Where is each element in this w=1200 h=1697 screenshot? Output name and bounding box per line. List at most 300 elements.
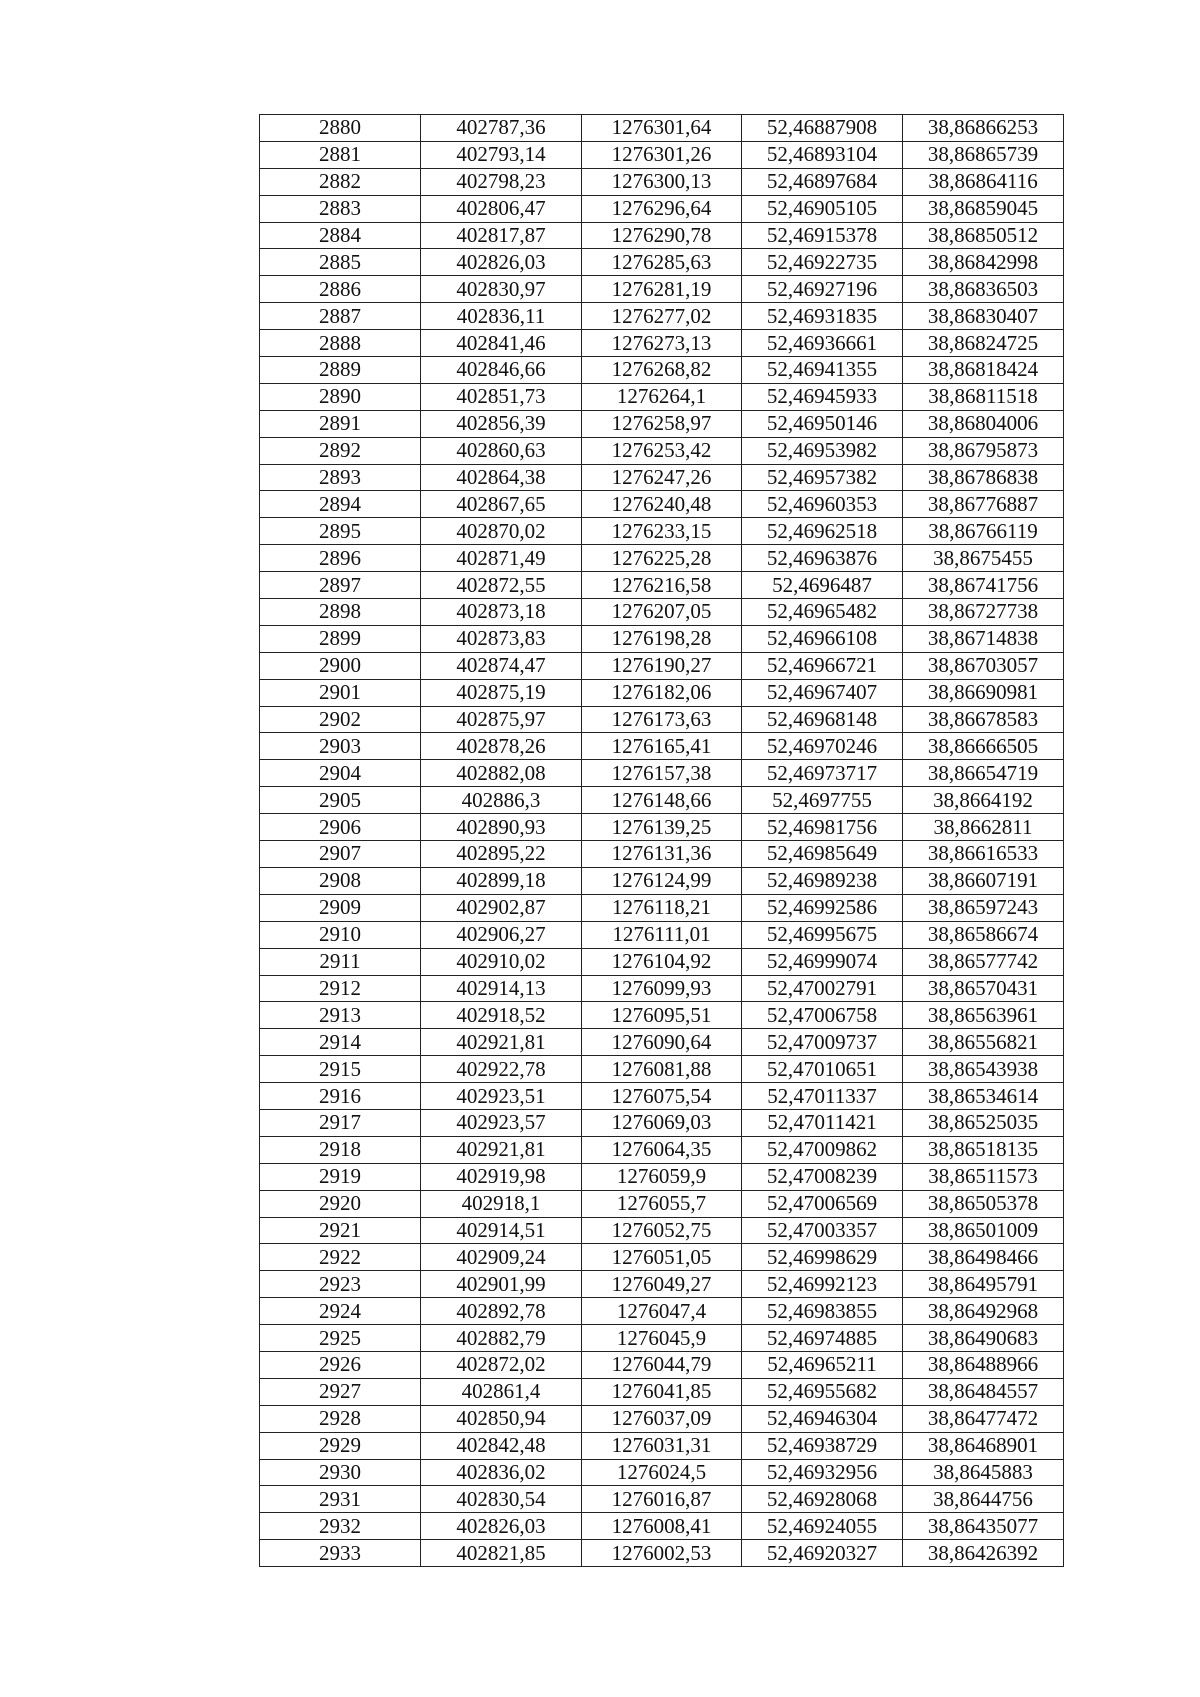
coordinates-table [259,114,1064,1567]
y-coordinate-cell: 1276216,58 [582,572,742,599]
longitude-cell: 38,86850512 [903,222,1064,249]
longitude-cell: 38,86795873 [903,437,1064,464]
latitude-cell: 52,46965482 [742,599,903,626]
latitude-cell: 52,46893104 [742,141,903,168]
point-number-cell: 2922 [260,1244,421,1271]
latitude-cell: 52,46928068 [742,1486,903,1513]
x-coordinate-cell: 402914,51 [421,1217,582,1244]
table-row [260,787,1064,814]
latitude-cell: 52,46905105 [742,195,903,222]
x-coordinate-cell: 402882,79 [421,1325,582,1352]
latitude-cell: 52,47011337 [742,1083,903,1110]
latitude-cell: 52,46950146 [742,410,903,437]
point-number-cell: 2933 [260,1540,421,1567]
point-number-cell: 2889 [260,357,421,384]
latitude-cell: 52,46887908 [742,115,903,142]
x-coordinate-cell: 402798,23 [421,168,582,195]
x-coordinate-cell: 402918,1 [421,1190,582,1217]
table-row [260,1136,1064,1163]
point-number-cell: 2881 [260,141,421,168]
x-coordinate-cell: 402873,83 [421,625,582,652]
y-coordinate-cell: 1276301,26 [582,141,742,168]
table-row [260,625,1064,652]
table-row [260,249,1064,276]
y-coordinate-cell: 1276002,53 [582,1540,742,1567]
longitude-cell: 38,86654719 [903,760,1064,787]
point-number-cell: 2886 [260,276,421,303]
y-coordinate-cell: 1276118,21 [582,894,742,921]
longitude-cell: 38,86563961 [903,1002,1064,1029]
x-coordinate-cell: 402851,73 [421,383,582,410]
longitude-cell: 38,86484557 [903,1378,1064,1405]
table-row [260,464,1064,491]
latitude-cell: 52,46973717 [742,760,903,787]
point-number-cell: 2902 [260,706,421,733]
longitude-cell: 38,86498466 [903,1244,1064,1271]
table-row [260,1083,1064,1110]
y-coordinate-cell: 1276045,9 [582,1325,742,1352]
longitude-cell: 38,8662811 [903,814,1064,841]
longitude-cell: 38,86505378 [903,1190,1064,1217]
longitude-cell: 38,86836503 [903,276,1064,303]
latitude-cell: 52,46945933 [742,383,903,410]
latitude-cell: 52,46897684 [742,168,903,195]
latitude-cell: 52,46963876 [742,545,903,572]
longitude-cell: 38,86804006 [903,410,1064,437]
point-number-cell: 2900 [260,652,421,679]
y-coordinate-cell: 1276052,75 [582,1217,742,1244]
x-coordinate-cell: 402860,63 [421,437,582,464]
y-coordinate-cell: 1276069,03 [582,1109,742,1136]
longitude-cell: 38,86488966 [903,1351,1064,1378]
x-coordinate-cell: 402875,97 [421,706,582,733]
point-number-cell: 2912 [260,975,421,1002]
y-coordinate-cell: 1276041,85 [582,1378,742,1405]
longitude-cell: 38,86511573 [903,1163,1064,1190]
longitude-cell: 38,86426392 [903,1540,1064,1567]
latitude-cell: 52,46960353 [742,491,903,518]
x-coordinate-cell: 402872,55 [421,572,582,599]
longitude-cell: 38,86866253 [903,115,1064,142]
x-coordinate-cell: 402850,94 [421,1405,582,1432]
x-coordinate-cell: 402836,02 [421,1459,582,1486]
y-coordinate-cell: 1276296,64 [582,195,742,222]
x-coordinate-cell: 402870,02 [421,518,582,545]
table-row [260,1271,1064,1298]
point-number-cell: 2903 [260,733,421,760]
longitude-cell: 38,86727738 [903,599,1064,626]
longitude-cell: 38,8664192 [903,787,1064,814]
y-coordinate-cell: 1276049,27 [582,1271,742,1298]
longitude-cell: 38,86714838 [903,625,1064,652]
longitude-cell: 38,86597243 [903,894,1064,921]
point-number-cell: 2916 [260,1083,421,1110]
y-coordinate-cell: 1276037,09 [582,1405,742,1432]
y-coordinate-cell: 1276148,66 [582,787,742,814]
latitude-cell: 52,46992586 [742,894,903,921]
longitude-cell: 38,86824725 [903,330,1064,357]
y-coordinate-cell: 1276031,31 [582,1432,742,1459]
x-coordinate-cell: 402902,87 [421,894,582,921]
x-coordinate-cell: 402817,87 [421,222,582,249]
x-coordinate-cell: 402864,38 [421,464,582,491]
x-coordinate-cell: 402923,57 [421,1109,582,1136]
point-number-cell: 2913 [260,1002,421,1029]
y-coordinate-cell: 1276240,48 [582,491,742,518]
latitude-cell: 52,46927196 [742,276,903,303]
y-coordinate-cell: 1276198,28 [582,625,742,652]
longitude-cell: 38,86477472 [903,1405,1064,1432]
x-coordinate-cell: 402846,66 [421,357,582,384]
point-number-cell: 2915 [260,1056,421,1083]
y-coordinate-cell: 1276301,64 [582,115,742,142]
x-coordinate-cell: 402793,14 [421,141,582,168]
x-coordinate-cell: 402914,13 [421,975,582,1002]
point-number-cell: 2926 [260,1351,421,1378]
latitude-cell: 52,46931835 [742,303,903,330]
x-coordinate-cell: 402882,08 [421,760,582,787]
latitude-cell: 52,46985649 [742,841,903,868]
table-row [260,760,1064,787]
longitude-cell: 38,86435077 [903,1513,1064,1540]
point-number-cell: 2899 [260,625,421,652]
y-coordinate-cell: 1276024,5 [582,1459,742,1486]
table-row [260,222,1064,249]
x-coordinate-cell: 402842,48 [421,1432,582,1459]
point-number-cell: 2884 [260,222,421,249]
longitude-cell: 38,86865739 [903,141,1064,168]
latitude-cell: 52,46966721 [742,652,903,679]
point-number-cell: 2905 [260,787,421,814]
point-number-cell: 2924 [260,1298,421,1325]
table-row [260,867,1064,894]
latitude-cell: 52,46965211 [742,1351,903,1378]
x-coordinate-cell: 402872,02 [421,1351,582,1378]
point-number-cell: 2906 [260,814,421,841]
x-coordinate-cell: 402861,4 [421,1378,582,1405]
table-row [260,1056,1064,1083]
x-coordinate-cell: 402886,3 [421,787,582,814]
longitude-cell: 38,86864116 [903,168,1064,195]
latitude-cell: 52,47003357 [742,1217,903,1244]
x-coordinate-cell: 402821,85 [421,1540,582,1567]
y-coordinate-cell: 1276233,15 [582,518,742,545]
point-number-cell: 2896 [260,545,421,572]
latitude-cell: 52,46936661 [742,330,903,357]
longitude-cell: 38,86518135 [903,1136,1064,1163]
table-row [260,1405,1064,1432]
table-row [260,948,1064,975]
latitude-cell: 52,47010651 [742,1056,903,1083]
y-coordinate-cell: 1276173,63 [582,706,742,733]
longitude-cell: 38,86490683 [903,1325,1064,1352]
longitude-cell: 38,86666505 [903,733,1064,760]
y-coordinate-cell: 1276281,19 [582,276,742,303]
point-number-cell: 2894 [260,491,421,518]
table-row [260,841,1064,868]
table-row [260,518,1064,545]
longitude-cell: 38,86786838 [903,464,1064,491]
x-coordinate-cell: 402873,18 [421,599,582,626]
point-number-cell: 2920 [260,1190,421,1217]
longitude-cell: 38,8644756 [903,1486,1064,1513]
longitude-cell: 38,86543938 [903,1056,1064,1083]
y-coordinate-cell: 1276258,97 [582,410,742,437]
y-coordinate-cell: 1276157,38 [582,760,742,787]
longitude-cell: 38,86616533 [903,841,1064,868]
x-coordinate-cell: 402906,27 [421,921,582,948]
x-coordinate-cell: 402867,65 [421,491,582,518]
table-row [260,276,1064,303]
x-coordinate-cell: 402874,47 [421,652,582,679]
longitude-cell: 38,86534614 [903,1083,1064,1110]
table-row [260,1244,1064,1271]
x-coordinate-cell: 402836,11 [421,303,582,330]
latitude-cell: 52,46995675 [742,921,903,948]
point-number-cell: 2914 [260,1029,421,1056]
latitude-cell: 52,46920327 [742,1540,903,1567]
longitude-cell: 38,86859045 [903,195,1064,222]
point-number-cell: 2909 [260,894,421,921]
table-row [260,894,1064,921]
x-coordinate-cell: 402919,98 [421,1163,582,1190]
y-coordinate-cell: 1276182,06 [582,679,742,706]
longitude-cell: 38,86766119 [903,518,1064,545]
y-coordinate-cell: 1276277,02 [582,303,742,330]
latitude-cell: 52,46970246 [742,733,903,760]
table-row [260,733,1064,760]
x-coordinate-cell: 402856,39 [421,410,582,437]
table-row [260,706,1064,733]
longitude-cell: 38,86811518 [903,383,1064,410]
latitude-cell: 52,46915378 [742,222,903,249]
point-number-cell: 2883 [260,195,421,222]
point-number-cell: 2892 [260,437,421,464]
x-coordinate-cell: 402910,02 [421,948,582,975]
latitude-cell: 52,47008239 [742,1163,903,1190]
x-coordinate-cell: 402901,99 [421,1271,582,1298]
latitude-cell: 52,46968148 [742,706,903,733]
latitude-cell: 52,46974885 [742,1325,903,1352]
longitude-cell: 38,86830407 [903,303,1064,330]
longitude-cell: 38,86586674 [903,921,1064,948]
table-row [260,330,1064,357]
latitude-cell: 52,46962518 [742,518,903,545]
latitude-cell: 52,47009862 [742,1136,903,1163]
table-row [260,1163,1064,1190]
table-row [260,1298,1064,1325]
table-row [260,168,1064,195]
x-coordinate-cell: 402918,52 [421,1002,582,1029]
longitude-cell: 38,86501009 [903,1217,1064,1244]
point-number-cell: 2929 [260,1432,421,1459]
longitude-cell: 38,86703057 [903,652,1064,679]
table-row [260,975,1064,1002]
y-coordinate-cell: 1276016,87 [582,1486,742,1513]
latitude-cell: 52,46983855 [742,1298,903,1325]
y-coordinate-cell: 1276095,51 [582,1002,742,1029]
longitude-cell: 38,86577742 [903,948,1064,975]
latitude-cell: 52,47006569 [742,1190,903,1217]
y-coordinate-cell: 1276064,35 [582,1136,742,1163]
latitude-cell: 52,46981756 [742,814,903,841]
longitude-cell: 38,86525035 [903,1109,1064,1136]
x-coordinate-cell: 402841,46 [421,330,582,357]
point-number-cell: 2910 [260,921,421,948]
y-coordinate-cell: 1276207,05 [582,599,742,626]
x-coordinate-cell: 402826,03 [421,1513,582,1540]
latitude-cell: 52,46999074 [742,948,903,975]
y-coordinate-cell: 1276090,64 [582,1029,742,1056]
latitude-cell: 52,47011421 [742,1109,903,1136]
latitude-cell: 52,46966108 [742,625,903,652]
y-coordinate-cell: 1276047,4 [582,1298,742,1325]
longitude-cell: 38,86678583 [903,706,1064,733]
latitude-cell: 52,4697755 [742,787,903,814]
point-number-cell: 2907 [260,841,421,868]
longitude-cell: 38,86607191 [903,867,1064,894]
latitude-cell: 52,47002791 [742,975,903,1002]
y-coordinate-cell: 1276290,78 [582,222,742,249]
latitude-cell: 52,46967407 [742,679,903,706]
x-coordinate-cell: 402892,78 [421,1298,582,1325]
table-row [260,491,1064,518]
table-row [260,1109,1064,1136]
table-row [260,1432,1064,1459]
y-coordinate-cell: 1276300,13 [582,168,742,195]
x-coordinate-cell: 402890,93 [421,814,582,841]
longitude-cell: 38,86818424 [903,357,1064,384]
y-coordinate-cell: 1276264,1 [582,383,742,410]
longitude-cell: 38,8645883 [903,1459,1064,1486]
latitude-cell: 52,46922735 [742,249,903,276]
longitude-cell: 38,8675455 [903,545,1064,572]
table-row [260,1190,1064,1217]
point-number-cell: 2931 [260,1486,421,1513]
y-coordinate-cell: 1276075,54 [582,1083,742,1110]
longitude-cell: 38,86492968 [903,1298,1064,1325]
y-coordinate-cell: 1276055,7 [582,1190,742,1217]
point-number-cell: 2890 [260,383,421,410]
point-number-cell: 2928 [260,1405,421,1432]
point-number-cell: 2895 [260,518,421,545]
latitude-cell: 52,46932956 [742,1459,903,1486]
table-row [260,1029,1064,1056]
latitude-cell: 52,46989238 [742,867,903,894]
latitude-cell: 52,46992123 [742,1271,903,1298]
table-row [260,1002,1064,1029]
point-number-cell: 2904 [260,760,421,787]
longitude-cell: 38,86468901 [903,1432,1064,1459]
point-number-cell: 2888 [260,330,421,357]
table-row [260,410,1064,437]
longitude-cell: 38,86556821 [903,1029,1064,1056]
point-number-cell: 2880 [260,115,421,142]
x-coordinate-cell: 402922,78 [421,1056,582,1083]
point-number-cell: 2923 [260,1271,421,1298]
y-coordinate-cell: 1276253,42 [582,437,742,464]
latitude-cell: 52,46955682 [742,1378,903,1405]
table-row [260,572,1064,599]
longitude-cell: 38,86690981 [903,679,1064,706]
y-coordinate-cell: 1276225,28 [582,545,742,572]
point-number-cell: 2898 [260,599,421,626]
x-coordinate-cell: 402921,81 [421,1136,582,1163]
latitude-cell: 52,47006758 [742,1002,903,1029]
latitude-cell: 52,46998629 [742,1244,903,1271]
table-row [260,1540,1064,1567]
table-row [260,1325,1064,1352]
y-coordinate-cell: 1276099,93 [582,975,742,1002]
point-number-cell: 2917 [260,1109,421,1136]
x-coordinate-cell: 402909,24 [421,1244,582,1271]
latitude-cell: 52,4696487 [742,572,903,599]
table-row [260,383,1064,410]
y-coordinate-cell: 1276008,41 [582,1513,742,1540]
x-coordinate-cell: 402830,54 [421,1486,582,1513]
point-number-cell: 2918 [260,1136,421,1163]
coordinates-table-body [260,115,1064,1567]
longitude-cell: 38,86776887 [903,491,1064,518]
x-coordinate-cell: 402899,18 [421,867,582,894]
point-number-cell: 2921 [260,1217,421,1244]
longitude-cell: 38,86495791 [903,1271,1064,1298]
point-number-cell: 2893 [260,464,421,491]
y-coordinate-cell: 1276273,13 [582,330,742,357]
y-coordinate-cell: 1276247,26 [582,464,742,491]
x-coordinate-cell: 402921,81 [421,1029,582,1056]
latitude-cell: 52,46953982 [742,437,903,464]
table-row [260,1217,1064,1244]
longitude-cell: 38,86570431 [903,975,1064,1002]
y-coordinate-cell: 1276190,27 [582,652,742,679]
x-coordinate-cell: 402806,47 [421,195,582,222]
table-row [260,437,1064,464]
x-coordinate-cell: 402871,49 [421,545,582,572]
x-coordinate-cell: 402787,36 [421,115,582,142]
y-coordinate-cell: 1276081,88 [582,1056,742,1083]
y-coordinate-cell: 1276044,79 [582,1351,742,1378]
table-row [260,814,1064,841]
table-row [260,141,1064,168]
y-coordinate-cell: 1276104,92 [582,948,742,975]
table-row [260,921,1064,948]
table-row [260,652,1064,679]
point-number-cell: 2932 [260,1513,421,1540]
table-row [260,599,1064,626]
point-number-cell: 2925 [260,1325,421,1352]
latitude-cell: 52,47009737 [742,1029,903,1056]
y-coordinate-cell: 1276124,99 [582,867,742,894]
point-number-cell: 2908 [260,867,421,894]
table-row [260,357,1064,384]
y-coordinate-cell: 1276165,41 [582,733,742,760]
table-row [260,195,1064,222]
table-row [260,115,1064,142]
point-number-cell: 2930 [260,1459,421,1486]
y-coordinate-cell: 1276139,25 [582,814,742,841]
point-number-cell: 2901 [260,679,421,706]
latitude-cell: 52,46946304 [742,1405,903,1432]
table-row [260,679,1064,706]
y-coordinate-cell: 1276131,36 [582,841,742,868]
x-coordinate-cell: 402895,22 [421,841,582,868]
y-coordinate-cell: 1276285,63 [582,249,742,276]
longitude-cell: 38,86741756 [903,572,1064,599]
latitude-cell: 52,46938729 [742,1432,903,1459]
table-row [260,303,1064,330]
y-coordinate-cell: 1276111,01 [582,921,742,948]
